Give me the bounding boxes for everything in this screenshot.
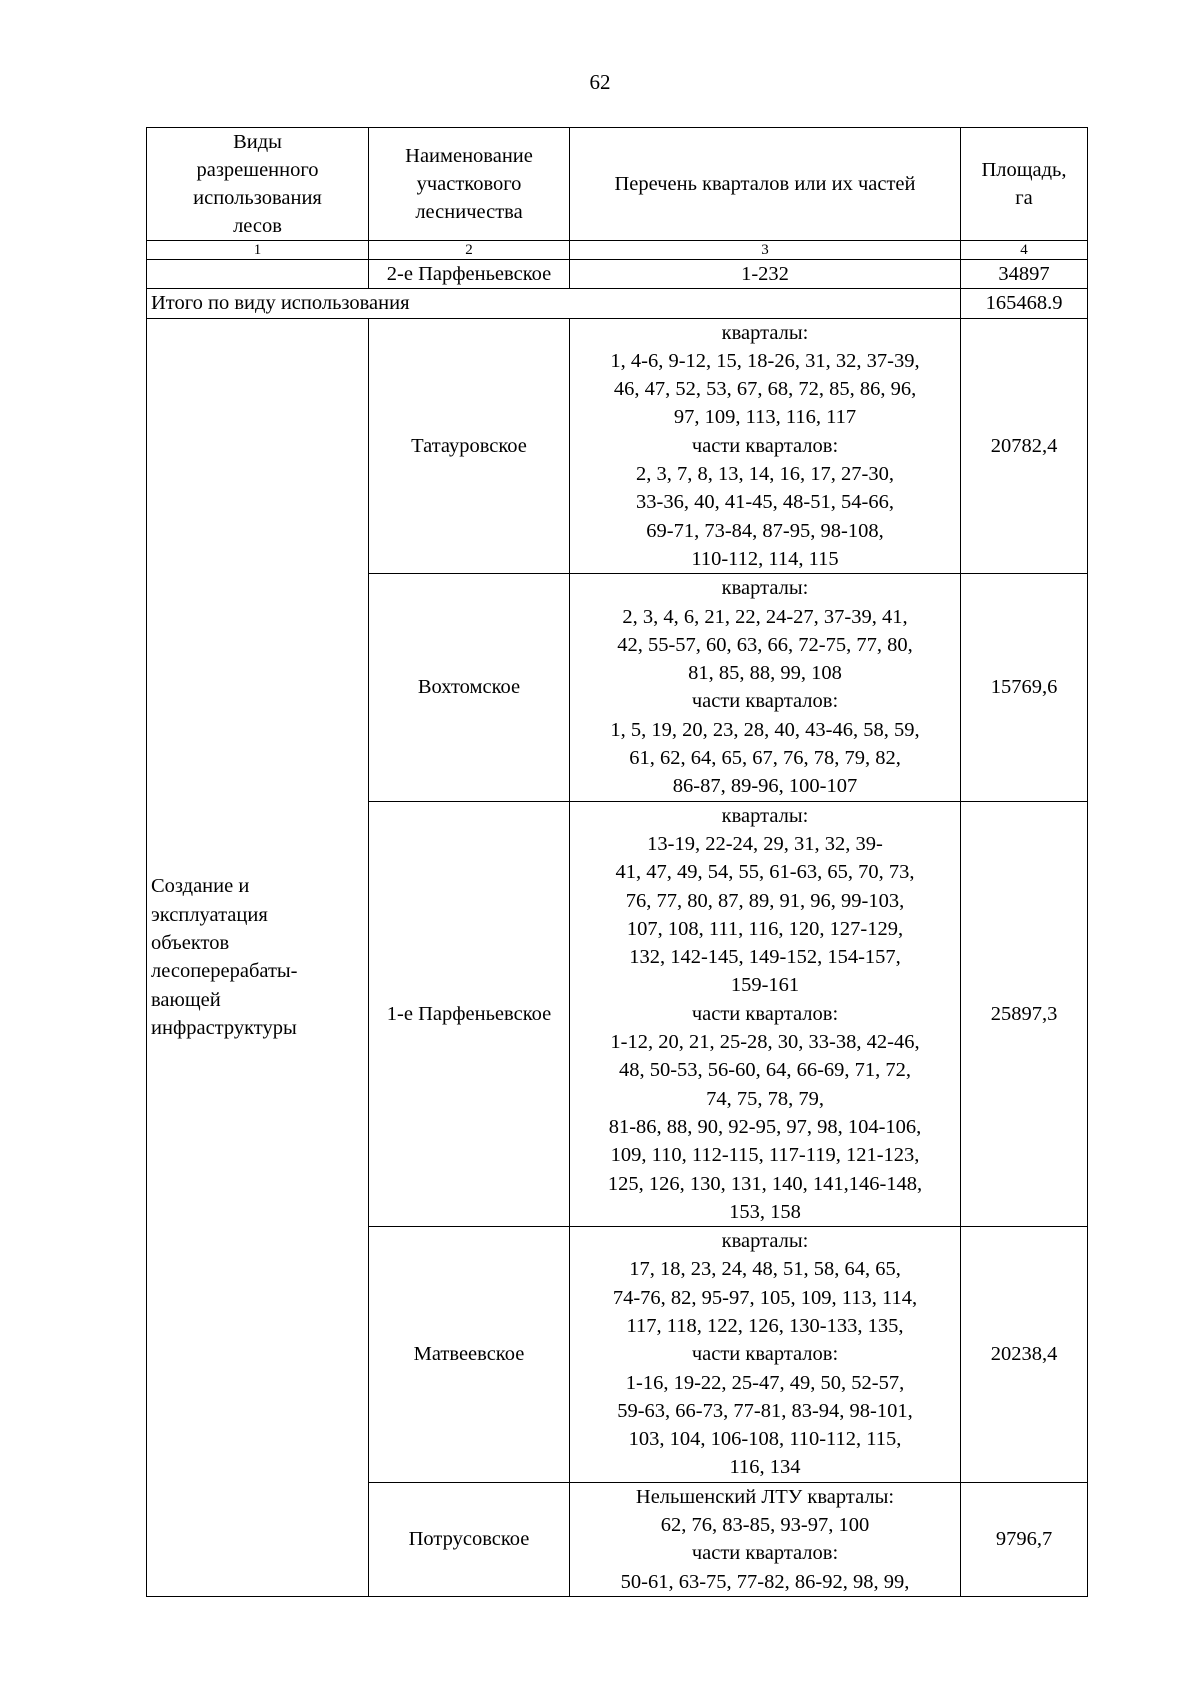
area-cell: 25897,3 — [961, 801, 1088, 1226]
quarters-line: 110-112, 114, 115 — [691, 547, 839, 570]
table-row — [147, 260, 1088, 289]
use-type-cell — [147, 260, 369, 289]
header-area: Площадь, га — [961, 128, 1088, 241]
quarters-line: 33-36, 40, 41-45, 48-51, 54-66, — [636, 491, 894, 514]
quarters-line: части кварталов: — [691, 1542, 839, 1565]
area-cell: 15769,6 — [961, 574, 1088, 801]
quarters-line: 1, 5, 19, 20, 23, 28, 40, 43-46, 58, 59, — [610, 718, 920, 741]
quarters-line: 132, 142-145, 149-152, 154-157, — [629, 946, 901, 969]
use-type-line: эксплуатация — [151, 903, 268, 926]
forestry-cell: Потрусовское — [369, 1482, 570, 1596]
quarters-line: 59-63, 66-73, 77-81, 83-94, 98-101, — [617, 1399, 913, 1422]
quarters-line: 13-19, 22-24, 29, 31, 32, 39- — [647, 832, 883, 855]
quarters-line: 17, 18, 23, 24, 48, 51, 58, 64, 65, — [629, 1258, 901, 1281]
quarters-line: 97, 109, 113, 116, 117 — [673, 406, 857, 429]
page-number: 62 — [589, 70, 611, 94]
quarters-line: 69-71, 73-84, 87-95, 98-108, — [646, 519, 884, 542]
use-type-line: Создание и — [151, 875, 250, 898]
quarters-line: 41, 47, 49, 54, 55, 61-63, 65, 70, 73, — [615, 861, 915, 884]
quarters-cell — [570, 1482, 961, 1596]
use-type-line: объектов — [151, 931, 230, 954]
quarters-line: 81, 85, 88, 99, 108 — [688, 662, 842, 685]
quarters-line: 107, 108, 111, 116, 120, 127-129, — [626, 917, 904, 940]
area-cell: 20782,4 — [961, 318, 1088, 574]
header-forestry: Наименование участкового лесничества — [369, 128, 570, 241]
quarters-line: 159-161 — [730, 974, 800, 997]
quarters-line: кварталы: — [721, 577, 809, 600]
forestry-cell: 1-е Парфеньевское — [369, 801, 570, 1226]
column-number: 3 — [570, 241, 961, 260]
header-row — [147, 128, 1088, 241]
quarters-line: 2, 3, 4, 6, 21, 22, 24-27, 37-39, 41, — [622, 605, 908, 628]
header-use-type: Виды разрешенного использования лесов — [147, 128, 369, 241]
area-cell: 9796,7 — [961, 1482, 1088, 1596]
column-number: 2 — [369, 241, 570, 260]
quarters-line: 109, 110, 112-115, 117-119, 121-123, — [610, 1144, 920, 1167]
use-type-cell — [147, 318, 369, 1596]
quarters-line: 81-86, 88, 90, 92-95, 97, 98, 104-106, — [608, 1115, 922, 1138]
quarters-line: 103, 104, 106-108, 110-112, 115, — [628, 1428, 902, 1451]
quarters-line: 1-12, 20, 21, 25-28, 30, 33-38, 42-46, — [610, 1031, 920, 1054]
forest-use-table — [146, 127, 1088, 1597]
forestry-cell: Матвеевское — [369, 1227, 570, 1483]
quarters-line: части кварталов: — [691, 690, 839, 713]
forestry-cell: Вохтомское — [369, 574, 570, 801]
quarters-cell — [570, 1227, 961, 1483]
quarters-cell — [570, 801, 961, 1226]
quarters-line: 46, 47, 52, 53, 67, 68, 72, 85, 86, 96, — [613, 378, 917, 401]
quarters-line: кварталы: — [721, 804, 809, 827]
quarters-line: 117, 118, 122, 126, 130-133, 135, — [626, 1314, 904, 1337]
quarters-line: части кварталов: — [691, 434, 839, 457]
quarters-line: 50-61, 63-75, 77-82, 86-92, 98, 99, — [620, 1570, 910, 1593]
quarters-line: 42, 55-57, 60, 63, 66, 72-75, 77, 80, — [617, 633, 913, 656]
quarters-line: части кварталов: — [691, 1343, 839, 1366]
quarters-line: 1-16, 19-22, 25-47, 49, 50, 52-57, — [625, 1371, 905, 1394]
forestry-cell: 2-е Парфеньевское — [369, 260, 570, 289]
use-type-line: вающей — [151, 988, 221, 1011]
quarters-line: 74-76, 82, 95-97, 105, 109, 113, 114, — [612, 1286, 918, 1309]
quarters-cell: 1-232 — [570, 260, 961, 289]
quarters-line: 125, 126, 130, 131, 140, 141,146-148, — [607, 1172, 923, 1195]
header-quarters: Перечень кварталов или их частей — [570, 128, 961, 241]
quarters-line: Нельшенский ЛТУ кварталы: — [635, 1485, 895, 1508]
column-number-row — [147, 241, 1088, 260]
quarters-line: кварталы: — [721, 1230, 809, 1253]
area-cell: 20238,4 — [961, 1227, 1088, 1483]
quarters-line: части кварталов: — [691, 1002, 839, 1025]
quarters-line: 116, 134 — [729, 1456, 801, 1479]
use-type-line: лесоперерабаты- — [151, 960, 298, 983]
table-row — [147, 318, 1088, 574]
subtotal-row — [147, 289, 1088, 318]
quarters-line: 74, 75, 78, 79, — [706, 1087, 824, 1110]
quarters-line: 76, 77, 80, 87, 89, 91, 96, 99-103, — [625, 889, 905, 912]
use-type-line: инфраструктуры — [151, 1016, 297, 1039]
subtotal-label: Итого по виду использования — [147, 289, 961, 318]
column-number: 4 — [961, 241, 1088, 260]
quarters-cell — [570, 318, 961, 574]
quarters-line: 61, 62, 64, 65, 67, 76, 78, 79, 82, — [629, 747, 901, 770]
quarters-line: 1, 4-6, 9-12, 15, 18-26, 31, 32, 37-39, — [610, 349, 920, 372]
quarters-line: 62, 76, 83-85, 93-97, 100 — [660, 1514, 870, 1537]
quarters-line: 2, 3, 7, 8, 13, 14, 16, 17, 27-30, — [636, 463, 894, 486]
quarters-cell — [570, 574, 961, 801]
area-cell: 34897 — [961, 260, 1088, 289]
quarters-line: 48, 50-53, 56-60, 64, 66-69, 71, 72, — [618, 1059, 912, 1082]
quarters-line: кварталы: — [721, 321, 809, 344]
column-number: 1 — [147, 241, 369, 260]
quarters-line: 86-87, 89-96, 100-107 — [672, 775, 858, 798]
subtotal-area: 165468.9 — [961, 289, 1088, 318]
quarters-line: 153, 158 — [729, 1200, 801, 1223]
forestry-cell: Татауровское — [369, 318, 570, 574]
